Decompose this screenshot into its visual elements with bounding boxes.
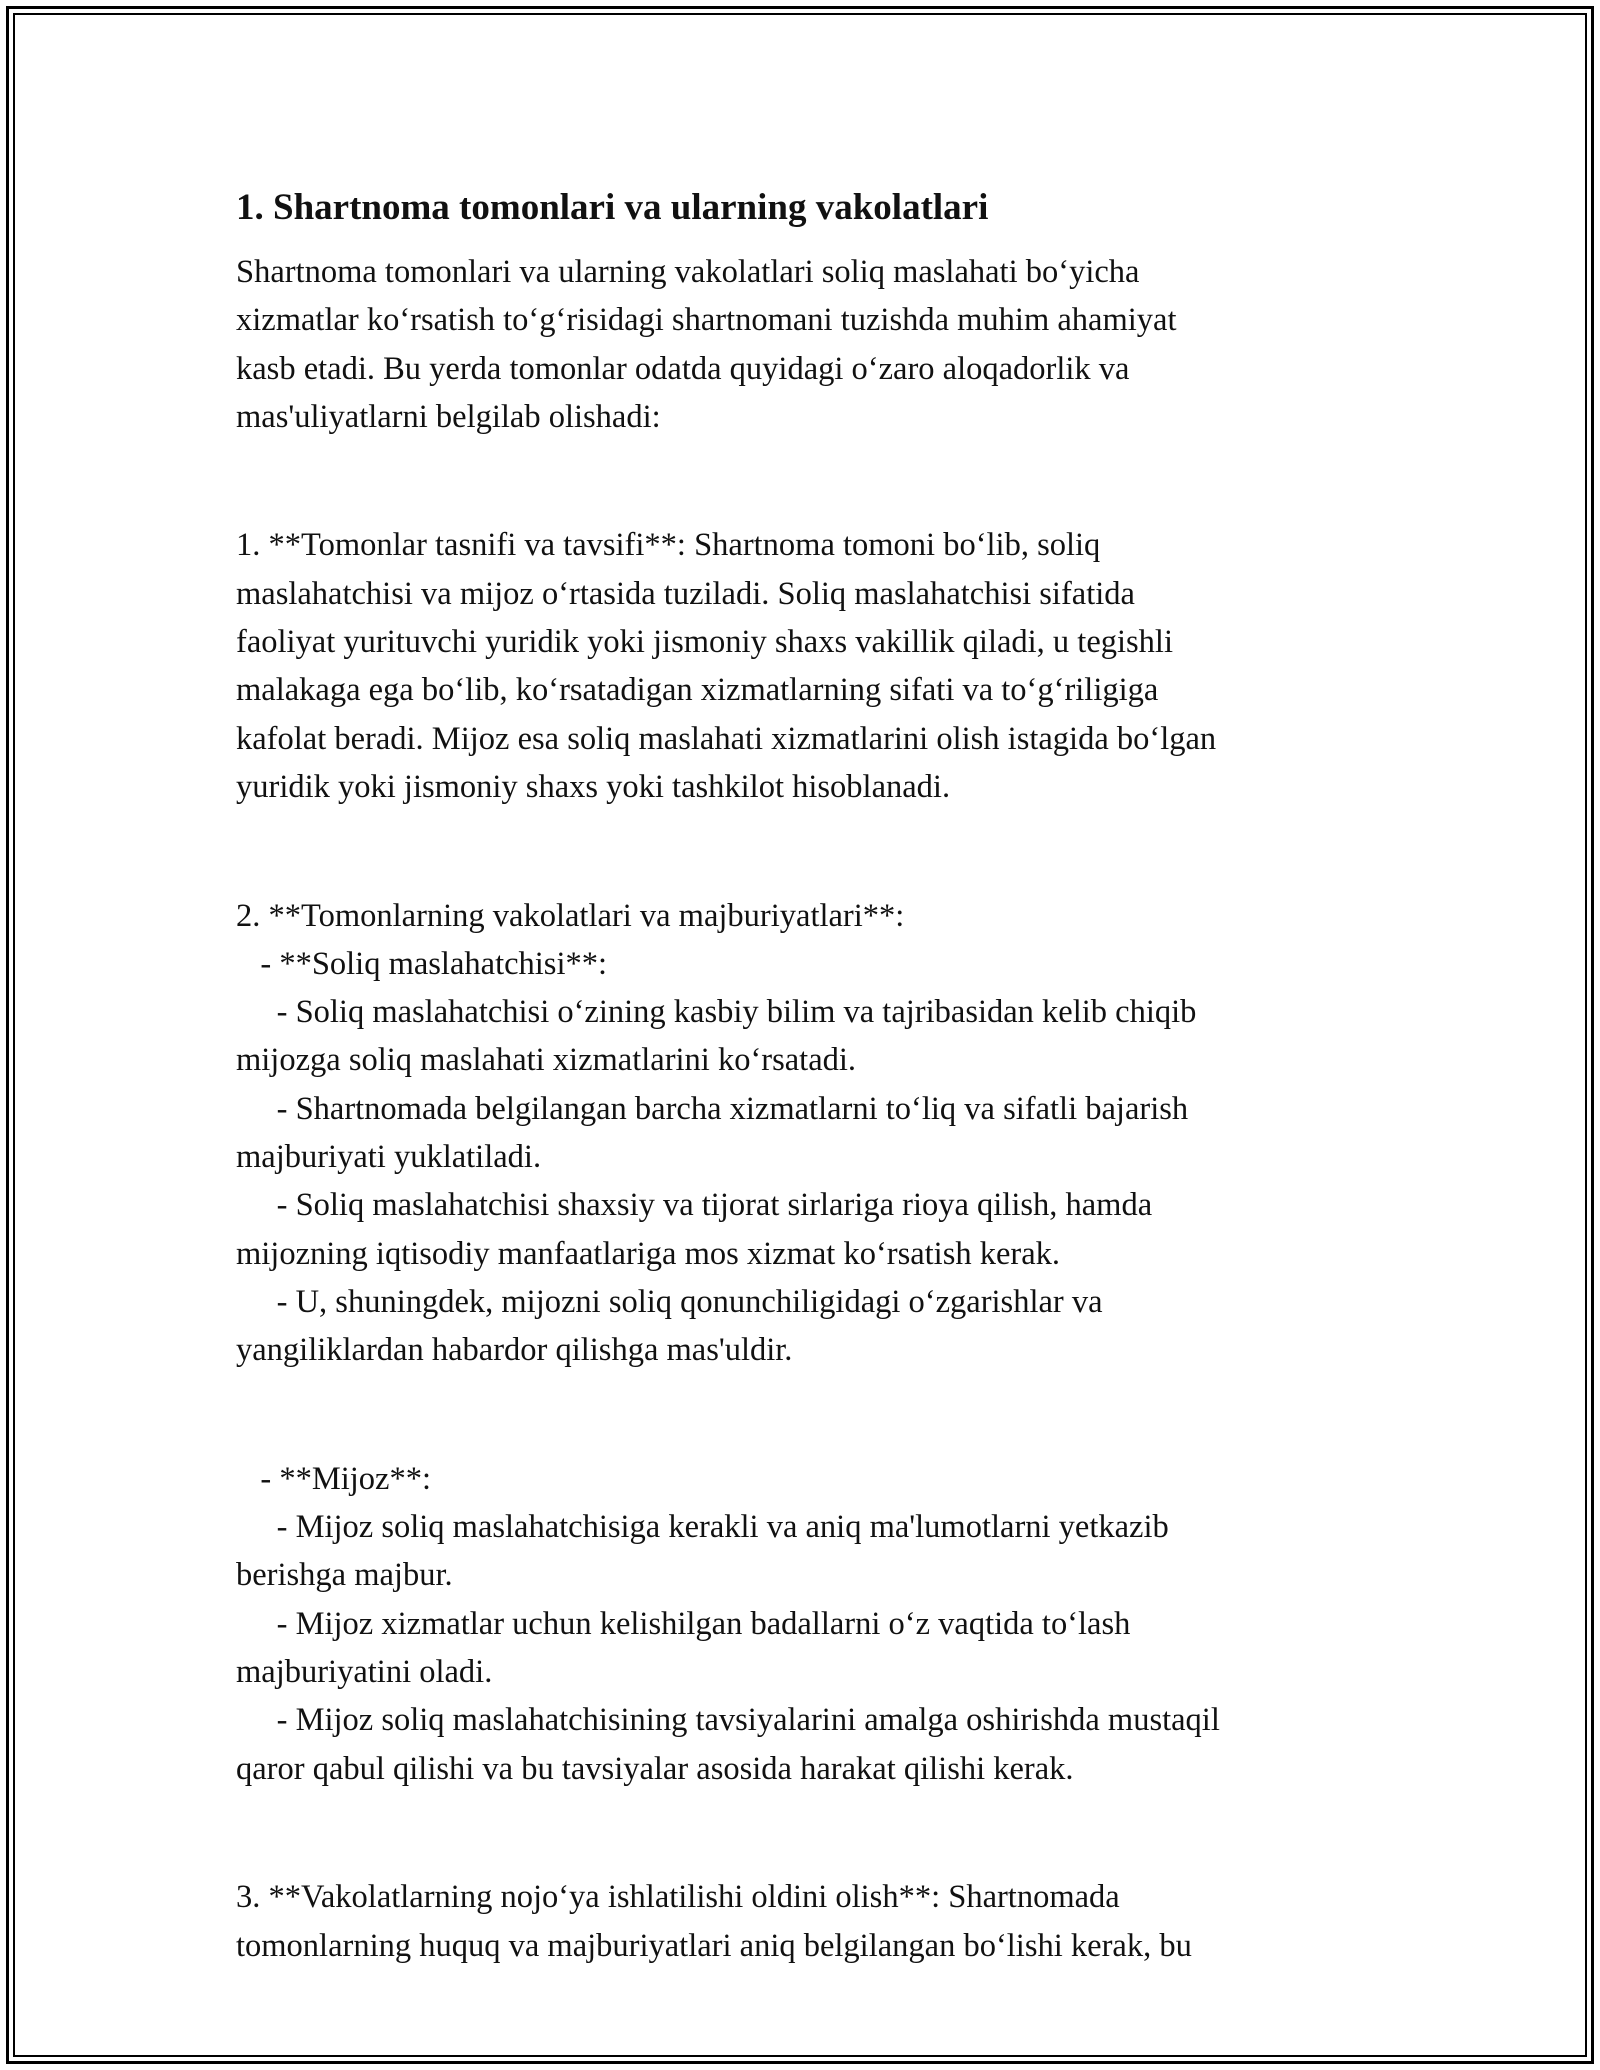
text-line: - Mijoz soliq maslahatchisiga kerakli va aniq ma'lumotlarni yetkazib (236, 1509, 1169, 1546)
section-heading: 1. Shartnoma tomonlari va ularning vakolatlari (236, 187, 989, 228)
text-line: yangiliklardan habardor qilishga mas'uldir. (236, 1332, 793, 1369)
text-line: maslahatchisi va mijoz o‘rtasida tuziladi. Soliq maslahatchisi sifatida (236, 575, 1135, 612)
text-line: yuridik yoki jismoniy shaxs yoki tashkilot hisoblanadi. (236, 768, 951, 805)
text-line: faoliyat yurituvchi yuridik yoki jismoniy shaxs vakillik qiladi, u tegishli (236, 624, 1173, 661)
text-line: majburiyati yuklatiladi. (236, 1139, 542, 1176)
text-line: - Mijoz soliq maslahatchisining tavsiyalarini amalga oshirishda mustaqil (236, 1702, 1220, 1739)
text-line: mas'uliyatlarni belgilab olishadi: (236, 398, 661, 435)
text-line: Shartnoma tomonlari va ularning vakolatlari soliq maslahati bo‘yicha (236, 254, 1140, 290)
text-line: majburiyatini oladi. (236, 1654, 493, 1691)
blank-line (236, 827, 1376, 875)
document-body (236, 248, 1376, 1970)
text-line: qaror qabul qilishi va bu tavsiyalar asosida harakat qilishi kerak. (236, 1750, 1074, 1787)
text-line: kafolat beradi. Mijoz esa soliq maslahati xizmatlarini olish istagida bo‘lgan (236, 720, 1217, 757)
text-line: berishga majbur. (236, 1557, 453, 1594)
text-line: mijozning iqtisodiy manfaatlariga mos xizmat ko‘rsatish kerak. (236, 1235, 1061, 1272)
text-line: 2. **Tomonlarning vakolatlari va majburiyatlari**: (236, 897, 905, 934)
document-page (236, 180, 1376, 1970)
text-line: 1. **Tomonlar tasnifi va tavsifi**: Shartnoma tomoni bo‘lib, soliq (236, 527, 1101, 564)
text-line: 3. **Vakolatlarning nojo‘ya ishlatilishi oldini olish**: Shartnomada (236, 1879, 1120, 1916)
text-line: - **Soliq maslahatchisi**: (236, 945, 608, 982)
text-line: tomonlarning huquq va majburiyatlari aniq belgilangan bo‘lishi kerak, bu (236, 1927, 1192, 1964)
text-line: malakaga ega bo‘lib, ko‘rsatadigan xizmatlarning sifati va to‘g‘riligiga (236, 672, 1159, 709)
text-line: - U, shuningdek, mijozni soliq qonunchiligidagi o‘zgarishlar va (236, 1283, 1103, 1320)
text-line: xizmatlar ko‘rsatish to‘g‘risidagi shartnomani tuzishda muhim ahamiyat (236, 302, 1177, 339)
text-line: - Shartnomada belgilangan barcha xizmatlarni to‘liq va sifatli bajarish (236, 1090, 1189, 1127)
blank-line (236, 457, 1376, 505)
text-line: mijozga soliq maslahati xizmatlarini ko‘rsatadi. (236, 1042, 857, 1079)
text-line: - Soliq maslahatchisi o‘zining kasbiy bilim va tajribasidan kelib chiqib (236, 994, 1197, 1031)
blank-line (236, 1391, 1376, 1439)
blank-line (236, 1809, 1376, 1857)
text-line: kasb etadi. Bu yerda tomonlar odatda quyidagi o‘zaro aloqadorlik va (236, 350, 1130, 387)
text-line: - Mijoz xizmatlar uchun kelishilgan badallarni o‘z vaqtida to‘lash (236, 1605, 1131, 1642)
text-line: - **Mijoz**: (236, 1460, 431, 1497)
text-line: - Soliq maslahatchisi shaxsiy va tijorat sirlariga rioya qilish, hamda (236, 1187, 1153, 1224)
